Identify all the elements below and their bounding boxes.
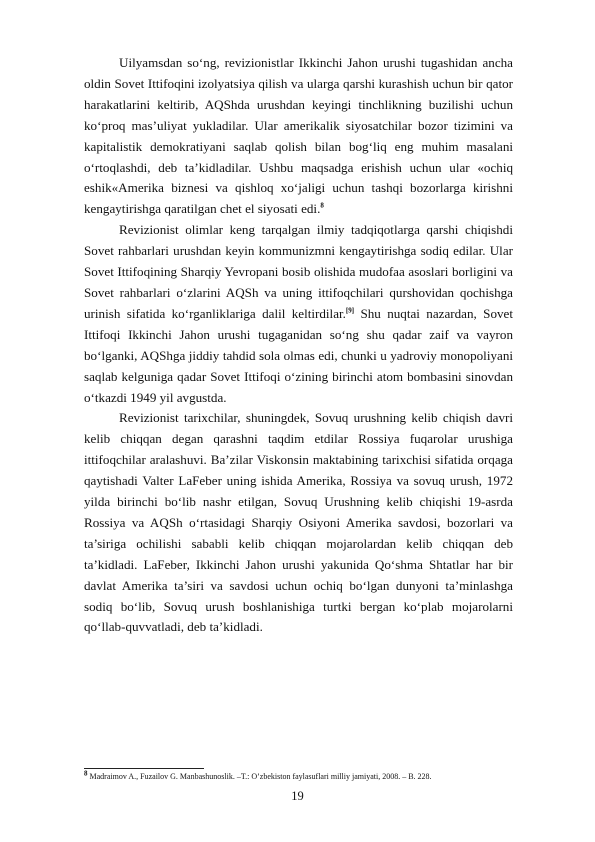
paragraph-3: Revizionist tarixchilar, shuningdek, Sovuq urushning kelib chiqish davri kelib chiqqan degan qarashni taqdim etdilar Rossiya fuqarolar urushiga ittifoqchilar aralashuvi. Ba’zilar Viskonsin maktabining tarixchisi sifatida orqaga qaytishadi Valter LaFeber uning ishida Amerika, Rossiya va sovuq urush, 1972 yilda birinchi bo‘lib nashr etilgan, Sovuq Urushning kelib chiqishi 19-asrda Rossiya va AQSh o‘rtasidagi Sharqiy Osiyoni Amerika savdosi, bozorlari va ta’siriga ochilishi sababli kelib chiqqan mojarolardan kelib chiqqan deb ta’kidladi. LaFeber, Ikkinchi Jahon urushi yakunida Qo‘shma Shtatlar har bir davlat Amerika ta’siri va savdosi uchun ochiq bo‘lgan dunyoni ta’minlashga sodiq bo‘lib, Sovuq urush boshlanishiga turtki bergan ko‘plab mojarolarni qo‘llab-quvvatladi, deb ta’kidladi. — [84, 410, 513, 635]
footnote-mark[interactable]: 8 — [320, 201, 324, 210]
body-text — [84, 53, 513, 638]
page-number: 19 — [291, 789, 304, 803]
paragraph-2: Revizionist olimlar keng tarqalgan ilmiy tadqiqotlarga qarshi chiqishdi Sovet rahbarlari urushdan keyin kommunizmni kengaytirishga sodiq edilar. Ular Sovet Ittifoqining Sharqiy Yevropani bosib olishida mudofaa asoslari borligini va Sovet rahbarlari o‘zlarini AQSh va uning ittifoqchilari qurshovidan qochishga urinish sifatida ko‘rganliklariga dalil keltirdilar.[9] Shu nuqtai nazardan, Sovet Ittifoqi Ikkinchi Jahon urushi tugaganidan so‘ng shu qadar zaif va vayron bo‘lganki, AQShga jiddiy tahdid sola olmas edi, chunki u yadroviy monopoliyani saqlab kelguniga qadar Sovet Ittifoqi o‘zining birinchi atom bombasini sinovdan o‘tkazdi 1949 yil avgustda. — [84, 222, 513, 405]
footnote-text: Madraimov A., Fuzailov G. Manbashunoslik. –T.: O’zbekiston faylasuflari milliy jamiyati, 2008. – B. 228. — [87, 772, 432, 781]
footnote — [84, 769, 524, 782]
footnote-divider — [84, 768, 204, 769]
paragraph-1: Uilyamsdan so‘ng, revizionistlar Ikkinchi Jahon urushi tugashidan ancha oldin Sovet Ittifoqini izolyatsiya qilish va ularga qarshi kurashish uchun bir qator harakatlarini keltirib, AQShda urushdan keyingi tinchlikning buzilishi uchun ko‘proq mas’uliyat yukladilar. Ular amerikalik siyosatchilar bozor tizimini va kapitalistik demokratiyani saqlab qolish bilan bog‘liq eng muhim masalani o‘rtoqlashdi, deb ta’kidladilar. Ushbu maqsadga erishish uchun ular «ochiq eshik«Amerika biznesi va qishloq xo‘jaligi uchun tashqi bozorlarga kirishni kengaytirishga qaratilgan chet el siyosati edi.$^8$ — [84, 55, 513, 217]
footnote-number: 8 — [84, 769, 88, 778]
footnote-mark[interactable]: [9] — [345, 306, 355, 315]
